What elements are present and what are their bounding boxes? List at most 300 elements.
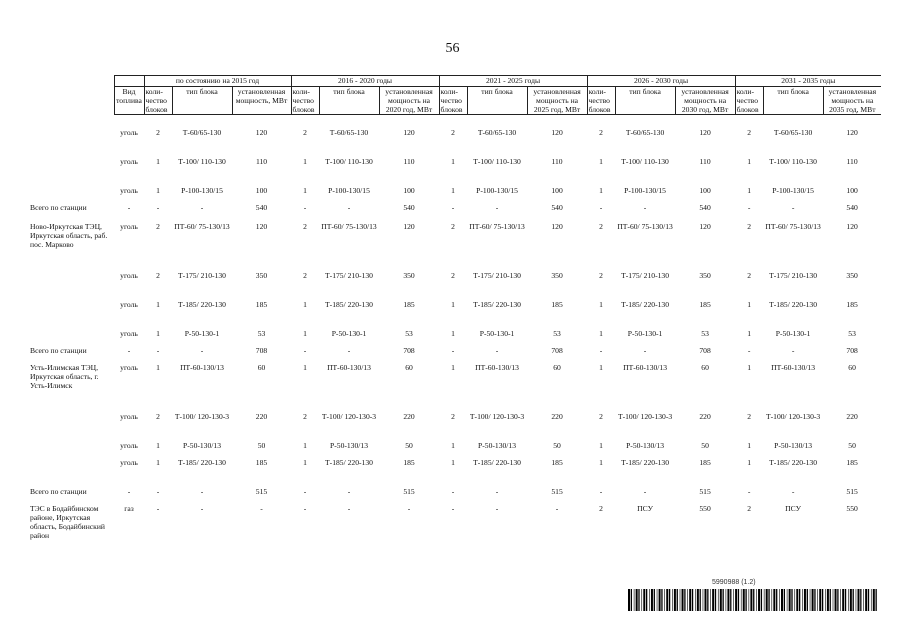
block-count-cell: 1: [599, 157, 603, 166]
table-row: [28, 300, 881, 329]
station-name-cell: [28, 412, 114, 441]
block-type-cell: Т-185/ 220-130: [769, 458, 818, 467]
block-type-cell: Р-100-130/15: [181, 186, 223, 195]
block-type-cell: ПТ-60/ 75-130/13: [321, 222, 377, 231]
block-type-cell: ПТ-60-130/13: [623, 363, 667, 372]
capacity-cell: -: [260, 504, 263, 513]
barcode-bar: [848, 589, 849, 611]
block-type-cell: Т-175/ 210-130: [178, 271, 226, 280]
block-count-cell: -: [156, 203, 160, 212]
block-type-cell: Р-50-130-1: [184, 329, 220, 338]
barcode-bar: [682, 589, 684, 611]
fuel-cell: уголь: [120, 363, 138, 372]
block-count-cell: 2: [599, 222, 603, 231]
capacity-cell: 60: [553, 363, 561, 372]
barcode-bar: [735, 589, 737, 611]
block-type-cell: -: [791, 346, 795, 355]
capacity-cell: 515: [551, 487, 563, 496]
block-count-cell: 1: [303, 186, 307, 195]
barcode-bar: [733, 589, 734, 611]
capacity-cell: 53: [257, 329, 266, 338]
capacity-cell: 540: [551, 203, 563, 212]
block-count-cell: 1: [156, 186, 160, 195]
barcode-bar: [723, 589, 724, 611]
barcode-bar: [814, 589, 815, 611]
block-type-cell: ПСУ: [785, 504, 801, 513]
barcode-bar: [853, 589, 854, 611]
fuel-cell: газ: [124, 504, 134, 513]
capacity-cell: -: [555, 504, 559, 513]
block-type-cell: Т-175/ 210-130: [769, 271, 818, 280]
block-type-cell: Т-60/65-130: [329, 128, 369, 137]
barcode-bar: [766, 589, 768, 611]
barcode-bar: [799, 589, 800, 611]
barcode-bar: [764, 589, 765, 611]
block-count-cell: 1: [747, 157, 751, 166]
block-type-header: тип блока: [763, 87, 823, 115]
block-count-cell: -: [303, 504, 307, 513]
block-count-cell: 1: [156, 329, 160, 338]
block-type-cell: Т-60/65-130: [773, 128, 813, 137]
block-count-cell: 1: [599, 458, 603, 467]
barcode-bar: [700, 589, 701, 611]
barcode-bar: [845, 589, 846, 611]
capacity-cell: 185: [403, 300, 415, 309]
block-type-cell: Т-100/ 120-130-3: [765, 412, 821, 421]
barcode-bar: [807, 589, 808, 611]
station-name-cell: Всего по станции: [30, 203, 87, 212]
block-type-cell: -: [495, 504, 499, 513]
station-name-cell: Ново-Иркутская ТЭЦ, Иркутская область, раб. пос. Марково: [30, 222, 108, 249]
block-count-cell: 1: [747, 186, 751, 195]
block-count-cell: 1: [303, 300, 307, 309]
block-type-cell: -: [200, 504, 204, 513]
block-count-cell: 1: [156, 458, 160, 467]
block-count-cell: 2: [303, 128, 307, 137]
table-row: [28, 441, 881, 458]
barcode-bar: [646, 589, 647, 611]
block-type-cell: Р-50-130-1: [775, 329, 811, 338]
barcode-bar: [825, 589, 826, 611]
barcode-bar: [651, 589, 653, 611]
barcode-bar: [634, 589, 635, 611]
capacity-cell: 515: [846, 487, 858, 496]
barcode-bar: [705, 589, 707, 611]
block-type-cell: -: [643, 203, 647, 212]
capacity-cell: 185: [846, 300, 858, 309]
block-count-cell: -: [747, 346, 751, 355]
count-header: коли-чество блоков: [144, 87, 172, 115]
block-type-cell: Т-60/65-130: [477, 128, 517, 137]
capacity-cell: 50: [553, 441, 561, 450]
block-count-cell: 1: [599, 186, 603, 195]
block-count-cell: 2: [747, 128, 751, 137]
block-type-cell: -: [200, 203, 204, 212]
barcode-bar: [689, 589, 691, 611]
barcode-bar: [784, 589, 785, 611]
capacity-cell: 350: [403, 271, 415, 280]
capacity-cell: 350: [699, 271, 711, 280]
block-type-cell: ПТ-60-130/13: [180, 363, 224, 372]
block-count-cell: -: [451, 504, 455, 513]
barcode-bar: [672, 589, 673, 611]
block-type-cell: Т-100/ 120-130-3: [174, 412, 230, 421]
capacity-cell: 110: [551, 157, 563, 166]
block-type-cell: Т-60/65-130: [625, 128, 665, 137]
count-header: коли-чество блоков: [587, 87, 615, 115]
block-count-cell: -: [451, 346, 455, 355]
capacity-cell: 550: [699, 504, 711, 513]
barcode-bar: [649, 589, 650, 611]
block-type-cell: Р-50-130-1: [627, 329, 663, 338]
table-row: [28, 346, 881, 363]
block-count-cell: 2: [156, 271, 160, 280]
block-type-cell: -: [495, 346, 499, 355]
barcode-bar: [628, 589, 630, 611]
block-count-cell: 1: [303, 458, 307, 467]
capacity-cell: 185: [699, 300, 711, 309]
barcode-bar: [772, 589, 773, 611]
block-count-cell: 1: [156, 300, 160, 309]
block-type-cell: -: [347, 487, 351, 496]
block-count-cell: -: [451, 487, 455, 496]
capacity-cell: 100: [699, 186, 711, 195]
barcode-bar: [791, 589, 792, 611]
barcode-bar: [654, 589, 655, 611]
block-type-cell: ПТ-60/ 75-130/13: [469, 222, 525, 231]
block-type-cell: Т-185/ 220-130: [621, 458, 669, 467]
block-type-cell: Р-50-130/13: [183, 441, 221, 450]
count-header: коли-чество блоков: [735, 87, 763, 115]
capacity-cell: 120: [699, 128, 711, 137]
block-count-cell: 1: [451, 300, 455, 309]
station-name-cell: [28, 271, 114, 300]
capacity-cell: 550: [846, 504, 858, 513]
barcode-bar: [794, 589, 795, 611]
barcode-bar: [749, 589, 750, 611]
block-count-cell: 1: [747, 458, 751, 467]
table-row: [28, 271, 881, 300]
barcode-bar: [863, 589, 864, 611]
block-type-cell: Т-185/ 220-130: [178, 300, 226, 309]
barcode-bar: [779, 589, 780, 611]
table-row: [28, 504, 881, 553]
barcode-bar: [787, 589, 788, 611]
barcode-bar: [641, 589, 642, 611]
table-row: [28, 487, 881, 504]
fuel-cell: уголь: [120, 329, 138, 338]
capacity-cell: 100: [255, 186, 268, 195]
block-count-cell: -: [156, 346, 160, 355]
capacity-cell: 540: [403, 203, 415, 212]
block-type-cell: Т-185/ 220-130: [325, 458, 373, 467]
barcode-bar: [738, 589, 739, 611]
page-number: 56: [445, 41, 460, 56]
barcode-bar: [661, 589, 662, 611]
capacity-header: установленная мощность, МВт: [232, 87, 291, 115]
fuel-header: Вид топлива: [114, 87, 144, 115]
station-name-cell: ТЭС в Бодайбинском районе, Иркутская область, Бодайбинский район: [30, 504, 105, 540]
block-type-cell: ПТ-60/ 75-130/13: [617, 222, 673, 231]
block-type-cell: Р-50-130/13: [478, 441, 517, 450]
barcode-bar: [643, 589, 645, 611]
power-plants-table: [28, 75, 881, 553]
block-count-cell: 1: [747, 329, 751, 338]
capacity-cell: 185: [255, 458, 268, 467]
barcode-bar: [669, 589, 670, 611]
block-count-cell: 2: [747, 271, 751, 280]
period-header: 2021 - 2025 годы: [439, 76, 587, 87]
barcode-bar: [674, 589, 676, 611]
block-type-cell: ПТ-60/ 75-130/13: [174, 222, 230, 231]
block-count-cell: 1: [156, 363, 160, 372]
capacity-cell: 350: [255, 271, 268, 280]
station-name-cell: Всего по станции: [30, 346, 87, 355]
barcode-bar: [840, 589, 841, 611]
capacity-cell: 185: [846, 458, 858, 467]
capacity-cell: 515: [255, 487, 268, 496]
barcode-bar: [819, 589, 821, 611]
barcode-bar: [684, 589, 685, 611]
block-type-cell: -: [643, 346, 647, 355]
block-count-cell: 1: [451, 329, 455, 338]
capacity-cell: 100: [846, 186, 858, 195]
block-type-cell: Р-50-130/13: [330, 441, 368, 450]
block-type-header: тип блока: [319, 87, 379, 115]
table-row: [28, 157, 881, 186]
barcode-bar: [631, 589, 632, 611]
barcode-bar: [837, 589, 838, 611]
capacity-header: установленная мощность на 2025 год, МВт: [527, 87, 587, 115]
period-header: 2016 - 2020 годы: [291, 76, 439, 87]
block-type-header: тип блока: [172, 87, 232, 115]
capacity-cell: 53: [553, 329, 561, 338]
capacity-cell: 100: [551, 186, 563, 195]
barcode-bar: [687, 589, 688, 611]
fuel-cell: уголь: [120, 441, 138, 450]
block-count-cell: -: [303, 203, 307, 212]
count-header: коли-чество блоков: [439, 87, 467, 115]
capacity-cell: 540: [699, 203, 711, 212]
fuel-cell: уголь: [120, 157, 138, 166]
block-type-cell: Т-100/ 120-130-3: [617, 412, 673, 421]
barcode-bar: [677, 589, 678, 611]
block-type-cell: Р-100-130/15: [328, 186, 370, 195]
block-count-cell: 2: [599, 271, 603, 280]
capacity-cell: 110: [403, 157, 415, 166]
capacity-cell: 185: [403, 458, 415, 467]
block-count-cell: 1: [451, 458, 455, 467]
block-type-cell: ПТ-60-130/13: [475, 363, 519, 372]
barcode-bar: [822, 589, 823, 611]
fuel-cell: уголь: [120, 271, 138, 280]
table-row: [28, 363, 881, 412]
station-name-cell: [28, 329, 114, 346]
capacity-cell: 120: [255, 222, 268, 231]
block-type-cell: Р-50-130/13: [626, 441, 665, 450]
capacity-cell: 515: [403, 487, 415, 496]
block-count-cell: 1: [451, 186, 455, 195]
barcode-bar: [710, 589, 711, 611]
table-row: [28, 222, 881, 271]
block-count-cell: 1: [451, 157, 455, 166]
block-count-cell: 1: [599, 363, 603, 372]
barcode-bar: [812, 589, 814, 611]
block-type-cell: Т-100/ 120-130-3: [321, 412, 377, 421]
barcode-bar: [835, 589, 837, 611]
barcode-bar: [756, 589, 757, 611]
block-type-cell: Т-185/ 220-130: [325, 300, 373, 309]
capacity-cell: 120: [846, 222, 858, 231]
barcode-bar: [730, 589, 731, 611]
capacity-cell: 53: [405, 329, 413, 338]
capacity-cell: 708: [255, 346, 268, 355]
block-count-cell: 1: [599, 329, 603, 338]
barcode-bar: [830, 589, 831, 611]
barcode-bar: [720, 589, 722, 611]
block-count-cell: -: [599, 487, 603, 496]
block-count-cell: -: [156, 487, 160, 496]
block-count-cell: 2: [599, 412, 603, 421]
block-count-cell: 2: [747, 504, 751, 513]
table-row: [28, 458, 881, 487]
block-count-cell: -: [747, 203, 751, 212]
block-count-cell: 1: [156, 441, 160, 450]
block-count-cell: 1: [303, 329, 307, 338]
capacity-cell: 60: [848, 363, 856, 372]
capacity-cell: 185: [551, 300, 563, 309]
block-type-header: тип блока: [467, 87, 527, 115]
barcode-bar: [804, 589, 806, 611]
station-name-cell: [28, 458, 114, 487]
table-row: [28, 186, 881, 203]
capacity-cell: 120: [846, 128, 858, 137]
period-header: 2031 - 2035 годы: [735, 76, 881, 87]
barcode-bar: [703, 589, 704, 611]
station-name-cell: Всего по станции: [30, 487, 87, 496]
capacity-cell: 515: [699, 487, 711, 496]
capacity-cell: 185: [255, 300, 268, 309]
block-type-cell: Т-185/ 220-130: [178, 458, 226, 467]
capacity-cell: 540: [255, 203, 268, 212]
block-count-cell: 2: [599, 128, 603, 137]
block-count-cell: 2: [303, 412, 307, 421]
block-type-cell: -: [495, 203, 499, 212]
barcode-bar: [810, 589, 811, 611]
fuel-cell: уголь: [120, 186, 138, 195]
period-header: по состоянию на 2015 год: [144, 76, 291, 87]
barcode-bar: [758, 589, 760, 611]
barcode-bar: [750, 589, 752, 611]
barcode-bar: [789, 589, 791, 611]
capacity-cell: 110: [699, 157, 711, 166]
barcode-bar: [695, 589, 696, 611]
block-count-cell: 1: [303, 157, 307, 166]
table-body: [28, 115, 881, 554]
capacity-cell: 220: [403, 412, 415, 421]
capacity-cell: 350: [551, 271, 563, 280]
block-count-cell: 1: [747, 300, 751, 309]
block-type-cell: ПТ-60/ 75-130/13: [765, 222, 821, 231]
capacity-header: установленная мощность на 2035 год, МВт: [823, 87, 881, 115]
block-type-cell: Т-185/ 220-130: [621, 300, 669, 309]
block-type-cell: Р-50-130-1: [479, 329, 515, 338]
capacity-cell: 100: [403, 186, 415, 195]
fuel-cell: уголь: [120, 412, 138, 421]
barcode-bar: [753, 589, 754, 611]
barcode-bar: [796, 589, 798, 611]
station-name-cell: [28, 186, 114, 203]
capacity-cell: 120: [255, 128, 268, 137]
barcode-bar: [726, 589, 727, 611]
table-row: [28, 203, 881, 222]
capacity-cell: 220: [846, 412, 858, 421]
block-type-cell: -: [791, 487, 795, 496]
block-count-cell: 1: [599, 300, 603, 309]
capacity-cell: 50: [848, 441, 856, 450]
fuel-cell: уголь: [120, 222, 138, 231]
barcode-bar: [657, 589, 658, 611]
capacity-cell: 50: [257, 441, 266, 450]
period-header: 2026 - 2030 годы: [587, 76, 735, 87]
fuel-cell: уголь: [120, 128, 138, 137]
barcode-bar: [856, 589, 857, 611]
block-count-cell: 2: [747, 412, 751, 421]
barcode-bar: [745, 589, 746, 611]
barcode-bar: [776, 589, 777, 611]
block-type-cell: ПТ-60-130/13: [327, 363, 371, 372]
barcode-bar: [727, 589, 729, 611]
block-count-cell: -: [303, 487, 307, 496]
fuel-cell: -: [127, 487, 131, 496]
capacity-cell: 120: [551, 128, 563, 137]
capacity-cell: 708: [551, 346, 563, 355]
barcode-bar: [850, 589, 852, 611]
block-count-cell: 2: [156, 412, 160, 421]
capacity-cell: 220: [699, 412, 711, 421]
block-type-header: тип блока: [615, 87, 675, 115]
table-row: [28, 412, 881, 441]
block-type-cell: -: [495, 487, 499, 496]
count-header: коли-чество блоков: [291, 87, 319, 115]
capacity-cell: 540: [846, 203, 858, 212]
capacity-cell: 110: [846, 157, 858, 166]
block-count-cell: 2: [451, 412, 455, 421]
block-count-cell: 2: [451, 271, 455, 280]
barcode-bar: [873, 589, 875, 611]
barcode-bar: [697, 589, 699, 611]
barcode-bar: [827, 589, 829, 611]
barcode-bar: [781, 589, 783, 611]
capacity-cell: 60: [701, 363, 709, 372]
capacity-cell: 60: [405, 363, 413, 372]
block-count-cell: 1: [747, 363, 751, 372]
barcode-bar: [636, 589, 638, 611]
barcode-bar: [680, 589, 681, 611]
barcode-bar: [773, 589, 775, 611]
barcode-bar: [712, 589, 714, 611]
fuel-cell: -: [127, 203, 131, 212]
barcode-image: [628, 589, 880, 611]
capacity-cell: 708: [403, 346, 415, 355]
block-count-cell: 1: [156, 157, 160, 166]
block-type-cell: Т-175/ 210-130: [621, 271, 669, 280]
barcode-bar: [692, 589, 693, 611]
block-count-cell: 1: [747, 441, 751, 450]
barcode-bar: [802, 589, 803, 611]
barcode-bar: [768, 589, 769, 611]
block-type-cell: Т-60/65-130: [182, 128, 222, 137]
